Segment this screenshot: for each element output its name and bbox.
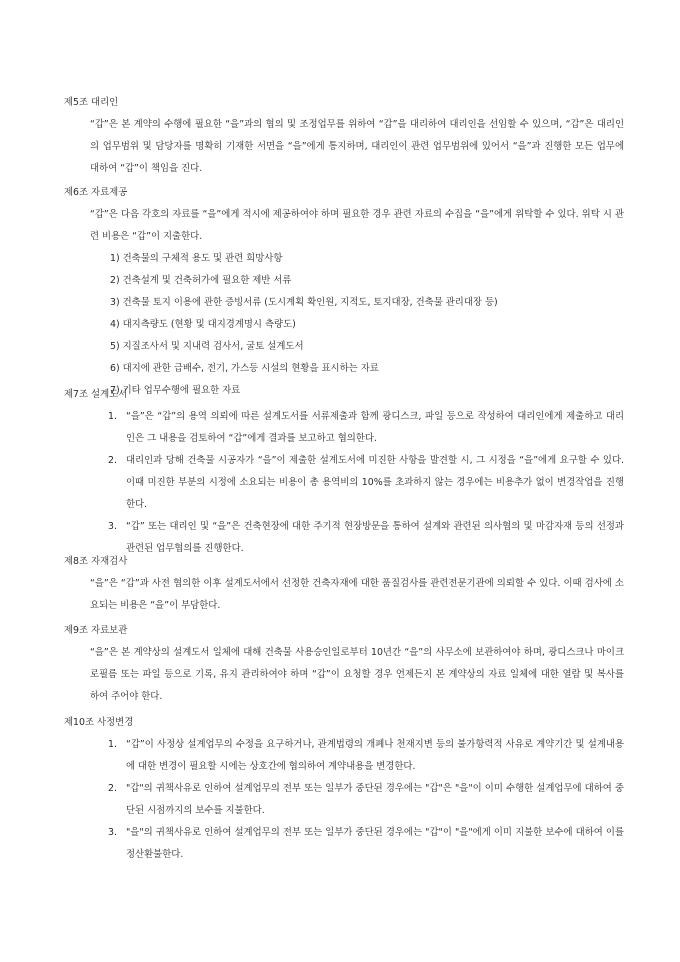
article-8: [64, 551, 624, 617]
article-6-body: “갑”은 다음 각호의 자료를 “을”에게 적시에 제공하여야 하며 필요한 경우 관련 자료의 수집을 “을”에게 위탁할 수 있다. 위탁 시 관련 비용은 “갑”이 지출한다.: [90, 209, 624, 242]
numbered-item: [108, 734, 624, 778]
article-6-heading: 제6조 자료제공: [64, 187, 128, 198]
item-text: "갑"의 귀책사유로 인하여 설계업무의 전부 또는 일부가 중단된 경우에는 "갑"은 "을"이 이미 수행한 설계업무에 대하여 중단된 시점까지의 보수를 지불한다.: [126, 783, 624, 816]
article-10-heading: 제10조 사정변경: [64, 717, 134, 728]
item-text: “을”은 “갑”의 용역 의뢰에 따른 설계도서를 서류제출과 함께 광디스크, 파일 등으로 작성하여 대리인에게 제출하고 대리인은 그 내용을 검토하여 “갑”에게 결과를 보고하고 협의한다.: [126, 411, 624, 444]
list-item: 3) 건축물 토지 이용에 관한 증빙서류 (도시계획 확인원, 지적도, 토지대장, 건축물 관리대장 등): [110, 297, 498, 308]
article-7-heading: 제7조 설계도서: [64, 389, 128, 400]
item-number: 3.: [108, 521, 117, 532]
article-10-list: [64, 734, 624, 866]
article-5-body: “갑”은 본 계약의 수행에 필요한 “을”과의 협의 및 조정업무를 위하여 “갑”을 대리하여 대리인을 선임할 수 있으며, “갑”은 대리인의 업무범위 및 담당자를 명확히 기재한 서면을 “을”에게 통지하며, 대리인이 관련 업무범위에 있어서 “을”과 진행한 모든 업무에 대하여 “갑”이 책임을 진다.: [90, 119, 624, 174]
item-number: 1.: [108, 739, 117, 750]
article-9-heading: 제9조 자료보관: [64, 625, 128, 636]
numbered-item: [108, 406, 624, 450]
list-item: 7) 기타 업무수행에 필요한 자료: [110, 385, 241, 396]
article-9: [64, 620, 624, 708]
article-6-list: [64, 248, 624, 402]
item-number: 2.: [108, 783, 117, 794]
item-number: 2.: [108, 455, 117, 466]
article-8-heading: 제8조 자재검사: [64, 556, 128, 567]
item-text: “갑” 또는 대리인 및 “을”은 건축현장에 대한 주기적 현장방문을 통하여 설계와 관련된 의사협의 및 마감자재 등의 선정과 관련된 업무협의를 진행한다.: [126, 521, 624, 554]
article-8-body: “을”은 “갑”과 사전 협의한 이후 설계도서에서 선정한 건축자재에 대한 품질검사를 관련전문기관에 의뢰할 수 있다. 이때 검사에 소요되는 비용은 “을”이 부담한다.: [90, 578, 624, 611]
item-number: 1.: [108, 411, 117, 422]
list-item: 4) 대지측량도 (현황 및 대지경계명시 측량도): [110, 319, 296, 330]
numbered-item: [108, 778, 624, 822]
numbered-item: [108, 450, 624, 516]
article-5-heading: 제5조 대리인: [64, 97, 119, 108]
item-text: "을"의 귀책사유로 인하여 설계업무의 전부 또는 일부가 중단된 경우에는 "갑"이 "을"에게 이미 지불한 보수에 대하여 이를 정산환불한다.: [126, 827, 624, 860]
article-9-body: “을”은 본 계약상의 설계도서 일체에 대해 건축물 사용승인일로부터 10년간 “을”의 사무소에 보관하여야 하며, 광디스크나 마이크로필름 또는 파일 등으로 기록, 유지 관리하여야 하며 “갑”이 요청할 경우 언제든지 본 계약상의 자료 일체에 대한 열람 및 복사를 하여 주어야 한다.: [90, 647, 624, 702]
article-7-list: [64, 406, 624, 560]
list-item: 1) 건축물의 구체적 용도 및 관련 희망사항: [110, 253, 283, 264]
item-text: “갑”이 사정상 설계업무의 수정을 요구하거나, 관계법령의 개폐나 천재지변 등의 불가항력적 사유로 계약기간 및 설계내용에 대한 변경이 필요할 시에는 상호간에 협의하여 계약내용을 변경한다.: [126, 739, 624, 772]
article-10: [64, 712, 624, 866]
article-5: [64, 92, 624, 180]
list-item: 5) 지질조사서 및 지내력 검사서, 굴토 설계도서: [110, 341, 304, 352]
item-number: 3.: [108, 827, 117, 838]
list-item: 6) 대지에 관한 급배수, 전기, 가스등 시설의 현황을 표시하는 자료: [110, 363, 379, 374]
article-6: [64, 182, 624, 402]
article-7: [64, 384, 624, 560]
item-text: 대리인과 당해 건축물 시공자가 “을”이 제출한 설계도서에 미진한 사항을 발견할 시, 그 시정을 “을”에게 요구할 수 있다. 이때 미진한 부분의 시정에 소요되는 비용이 총 용역비의 10%를 초과하지 않는 경우에는 비용추가 없이 변경작업을 진행한다.: [126, 455, 624, 510]
list-item: 2) 건축설계 및 건축허가에 필요한 제반 서류: [110, 275, 292, 286]
numbered-item: [108, 822, 624, 866]
